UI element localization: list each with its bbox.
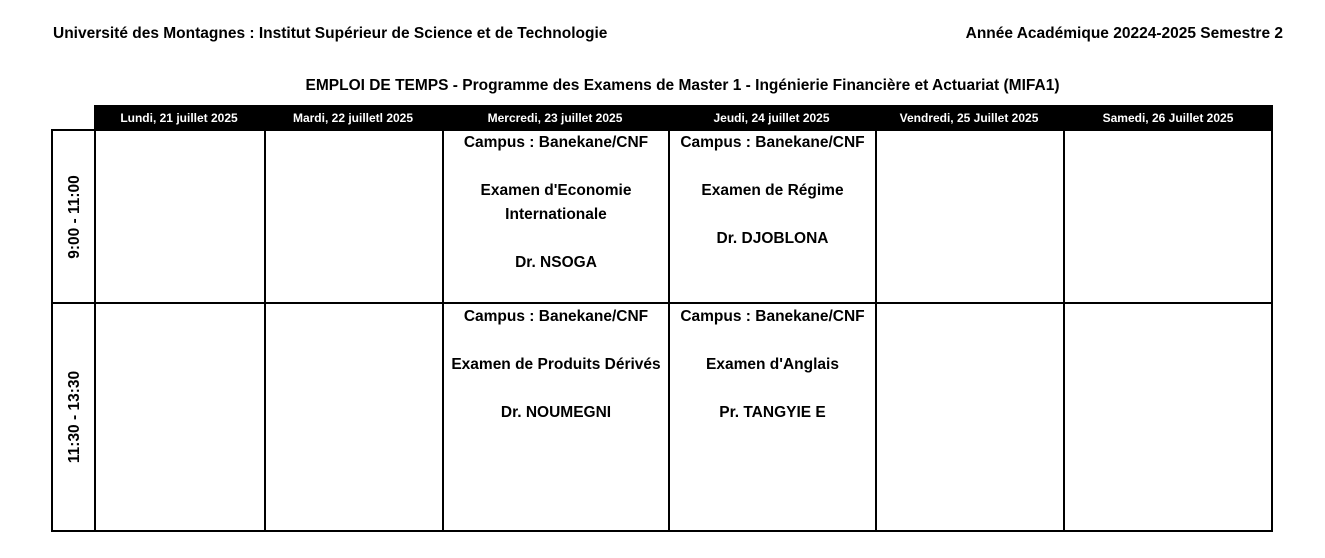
exam-subject-continued: Internationale	[505, 206, 607, 223]
exam-teacher: Dr. DJOBLONA	[716, 230, 829, 247]
exam-teacher: Dr. NOUMEGNI	[500, 404, 612, 421]
day-header-tuesday: Mardi, 22 juilletl 2025	[292, 111, 414, 125]
day-header-saturday: Samedi, 26 Juillet 2025	[1102, 111, 1234, 125]
exam-subject: Examen de Régime	[701, 182, 844, 199]
schedule-title-text: EMPLOI DE TEMPS - Programme des Examens de Master 1 - Ingénierie Financière et Actuariat (MIFA1)	[305, 77, 1060, 94]
column-divider	[875, 131, 877, 530]
schedule-title	[0, 77, 1325, 95]
exam-teacher: Pr. TANGYIE E	[719, 404, 826, 421]
day-header-row	[94, 105, 1273, 129]
exam-campus: Campus : Banekane/CNF	[680, 308, 865, 325]
column-divider	[94, 131, 96, 530]
exam-subject: Examen d'Anglais	[706, 356, 839, 373]
schedule-grid	[51, 129, 1273, 532]
column-divider	[1063, 131, 1065, 530]
exam-campus: Campus : Banekane/CNF	[680, 134, 865, 151]
day-header-thursday: Jeudi, 24 juillet 2025	[713, 111, 830, 125]
row-divider	[53, 302, 1271, 304]
time-slot-midday: 11:30 - 13:30	[66, 370, 83, 464]
exam-thursday-morning	[670, 131, 875, 251]
day-header-wednesday: Mercredi, 23 juillet 2025	[487, 111, 623, 125]
exam-wednesday-midday	[444, 305, 668, 425]
day-header-monday: Lundi, 21 juillet 2025	[120, 111, 238, 125]
time-slot-morning: 9:00 - 11:00	[66, 175, 83, 259]
exam-wednesday-morning	[444, 131, 668, 275]
column-divider	[264, 131, 266, 530]
exam-teacher: Dr. NSOGA	[515, 254, 597, 271]
institution-name: Université des Montagnes : Institut Supérieur de Science et de Technologie	[53, 25, 608, 42]
exam-subject: Examen de Produits Dérivés	[451, 356, 661, 373]
exam-subject: Examen d'Economie	[480, 182, 632, 199]
academic-year: Année Académique 20224-2025 Semestre 2	[965, 25, 1283, 42]
day-header-friday: Vendredi, 25 Juillet 2025	[899, 111, 1039, 125]
exam-campus: Campus : Banekane/CNF	[463, 308, 649, 325]
exam-campus: Campus : Banekane/CNF	[463, 134, 649, 151]
exam-thursday-midday	[670, 305, 875, 425]
